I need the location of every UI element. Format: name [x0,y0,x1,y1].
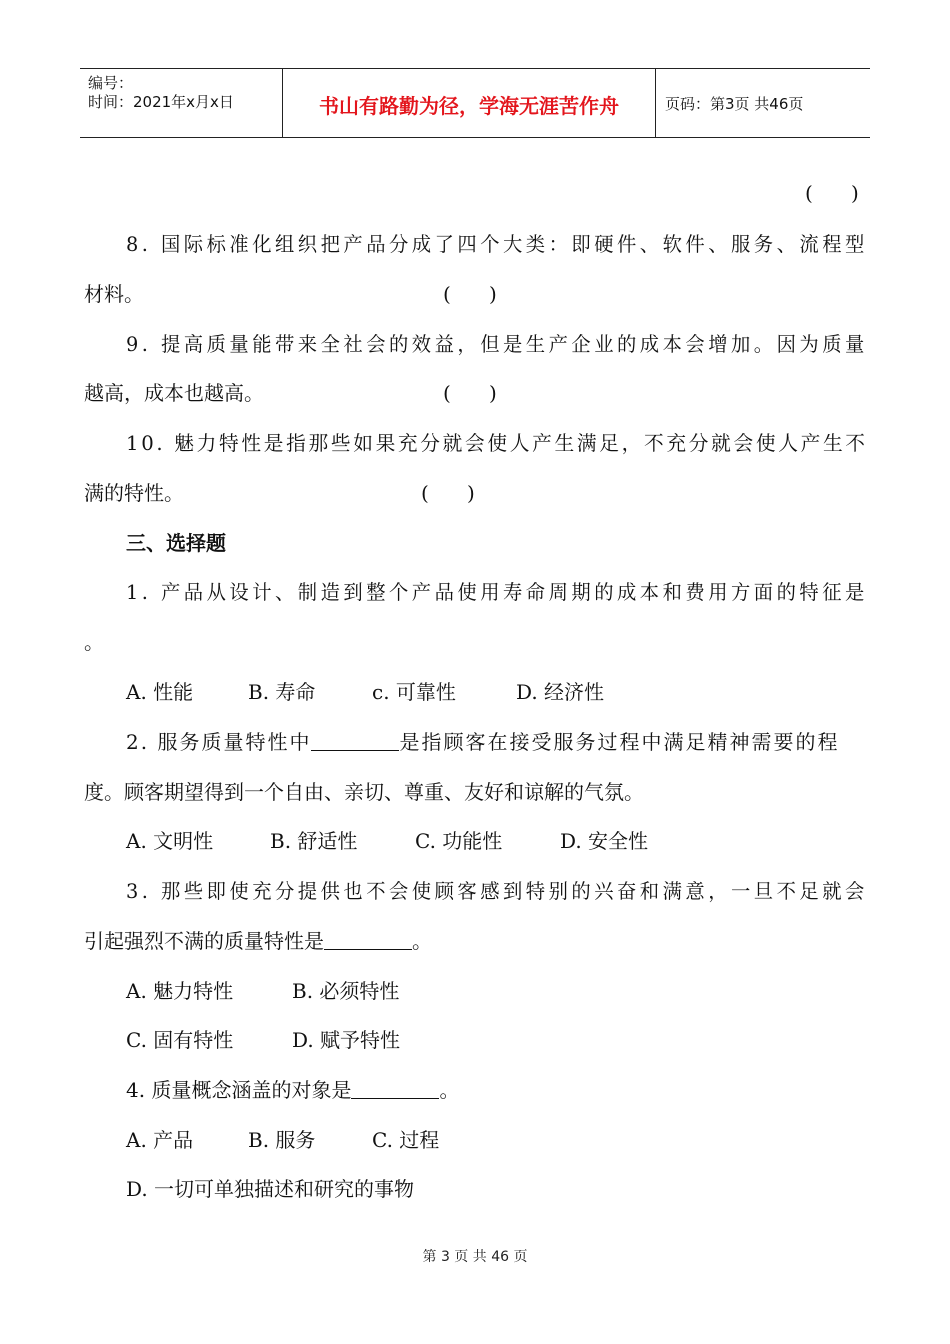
c3-option-b: B. 必须特性 [292,979,400,1003]
c1-line2: 。 [84,630,104,654]
q10-line2: 满的特性。 [84,481,184,505]
q10-paren: ( ) [421,481,475,505]
q9-line2: 越高，成本也越高。 [84,381,264,405]
c3-option-d: D. 赋予特性 [292,1028,401,1052]
q8-paren: ( ) [443,282,497,306]
time-label: 时间：2021年x月x日 [88,93,234,111]
q9-line1: 9. 提高质量能带来全社会的效益，但是生产企业的成本会增加。因为质量 [126,332,868,356]
c3-line2-post: 。 [412,929,432,953]
c2-line1-post: 是指顾客在接受服务过程中满足精神需要的程 [399,730,840,754]
c4-line1-post: 。 [439,1078,460,1102]
motto-text: 书山有路勤为径，学海无涯苦作舟 [319,94,619,118]
c2-option-c: C. 功能性 [415,829,503,853]
answer-paren: ( ) [805,181,859,205]
c4-line1 [126,1077,459,1103]
c2-line1-pre: 2. 服务质量特性中 [126,730,312,754]
page-footer: 第 3 页 共 46 页 [422,1249,528,1265]
c1-option-c: c. 可靠性 [372,680,456,704]
c3-line1: 3. 那些即使充分提供也不会使顾客感到特别的兴奋和满意，一旦不足就会 [126,879,868,903]
q8-line2: 材料。 [84,282,144,306]
q8-line1: 8. 国际标准化组织把产品分成了四个大类：即硬件、软件、服务、流程型 [126,232,868,256]
c4-line1-pre: 4. 质量概念涵盖的对象是 [126,1078,352,1102]
c1-line1: 1. 产品从设计、制造到整个产品使用寿命周期的成本和费用方面的特征是 [126,580,868,604]
q9-paren: ( ) [443,381,497,405]
q10-line1: 10. 魅力特性是指那些如果充分就会使人产生满足，不充分就会使人产生不 [126,431,868,455]
header-page-cell [655,69,870,137]
c2-line1 [126,729,839,755]
c4-option-c: C. 过程 [372,1128,440,1152]
c4-option-a: A. 产品 [126,1128,194,1152]
c3-blank [324,929,412,950]
c4-option-d: D. 一切可单独描述和研究的事物 [126,1177,415,1201]
number-label: 编号： [88,74,134,92]
header-meta-cell [80,69,282,137]
c2-option-b: B. 舒适性 [270,829,358,853]
c4-option-b: B. 服务 [248,1128,316,1152]
c1-option-a: A. 性能 [126,680,194,704]
c3-line2 [84,928,432,954]
c4-blank [351,1078,439,1099]
c3-line2-pre: 引起强烈不满的质量特性是 [84,929,324,953]
c2-option-d: D. 安全性 [560,829,649,853]
section-title: 三、选择题 [126,531,226,555]
c3-option-c: C. 固有特性 [126,1028,234,1052]
c2-blank [311,730,399,751]
page-header [80,68,870,138]
c2-option-a: A. 文明性 [126,829,214,853]
c1-option-b: B. 寿命 [248,680,316,704]
page-label: 页码：第3页 共46页 [665,95,804,113]
c1-option-d: D. 经济性 [516,680,605,704]
c3-option-a: A. 魅力特性 [126,979,234,1003]
header-motto-cell [282,69,656,137]
c2-line2: 度。顾客期望得到一个自由、亲切、尊重、友好和谅解的气氛。 [84,780,644,804]
